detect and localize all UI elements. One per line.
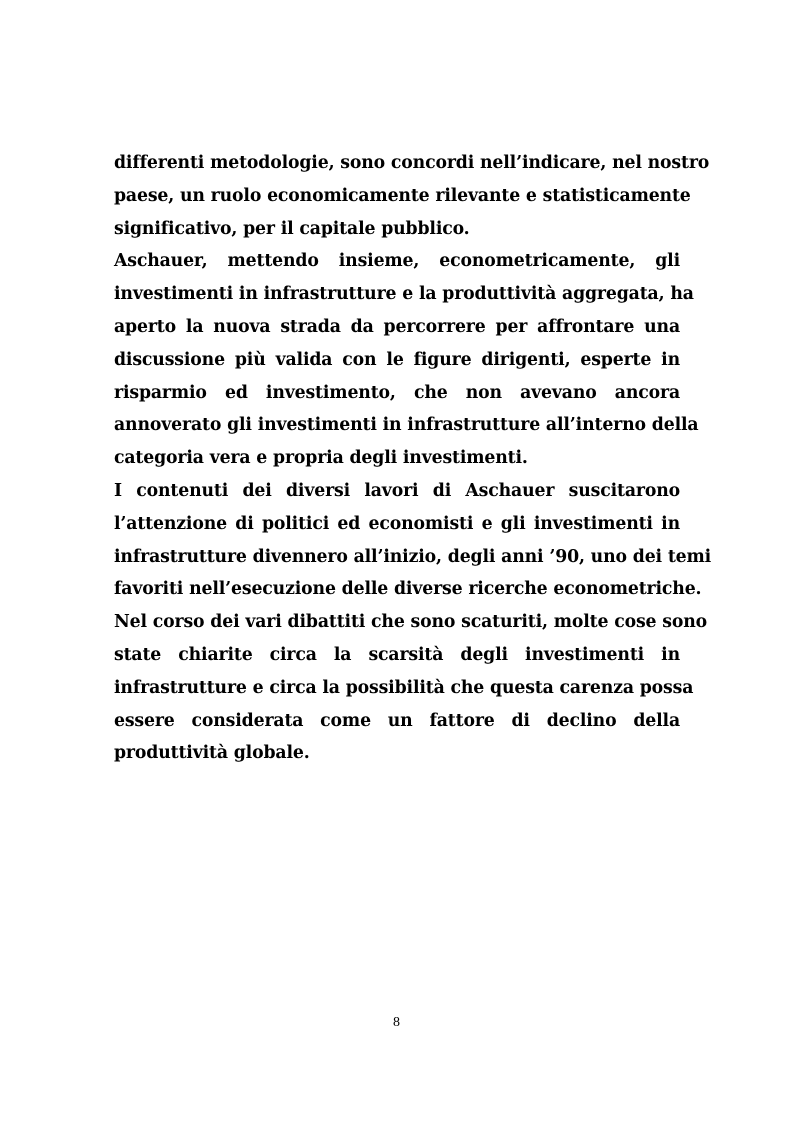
text-line: annoverato gli investimenti in infrastrutture all’interno della xyxy=(114,415,699,436)
text-line: infrastrutture divennero all’inizio, degli anni ’90, uno dei temi xyxy=(114,546,712,567)
text-line: aperto la nuova strada da percorrere per affrontare una xyxy=(114,316,680,337)
text-line: discussione più valida con le figure dirigenti, esperte in xyxy=(114,349,680,370)
body-text xyxy=(114,147,712,770)
text-line: Aschauer, mettendo insieme, econometricamente, gli xyxy=(114,251,680,272)
text-line: differenti metodologie, sono concordi nell’indicare, nel nostro xyxy=(114,153,710,173)
text-line: l’attenzione di politici ed economisti e gli investimenti in xyxy=(114,513,680,534)
text-line: infrastrutture e circa la possibilità che questa carenza possa xyxy=(114,677,694,698)
text-line: I contenuti dei diversi lavori di Aschauer suscitarono xyxy=(114,480,680,501)
text-line: favoriti nell’esecuzione delle diverse ricerche econometriche. xyxy=(114,579,702,600)
text-line: paese, un ruolo economicamente rilevante e statisticamente xyxy=(114,185,691,206)
page-number: 8 xyxy=(393,1015,400,1030)
text-line: essere considerata come un fattore di declino della xyxy=(114,710,680,731)
text-line: state chiarite circa la scarsità degli investimenti in xyxy=(114,644,680,665)
text-line: produttività globale. xyxy=(114,743,310,764)
text-line: risparmio ed investimento, che non avevano ancora xyxy=(114,382,680,403)
text-line: Nel corso dei vari dibattiti che sono scaturiti, molte cose sono xyxy=(114,612,708,633)
text-line: investimenti in infrastrutture e la produttività aggregata, ha xyxy=(114,284,694,305)
text-line: categoria vera e propria degli investimenti. xyxy=(114,448,528,469)
text-line: significativo, per il capitale pubblico. xyxy=(114,218,470,239)
